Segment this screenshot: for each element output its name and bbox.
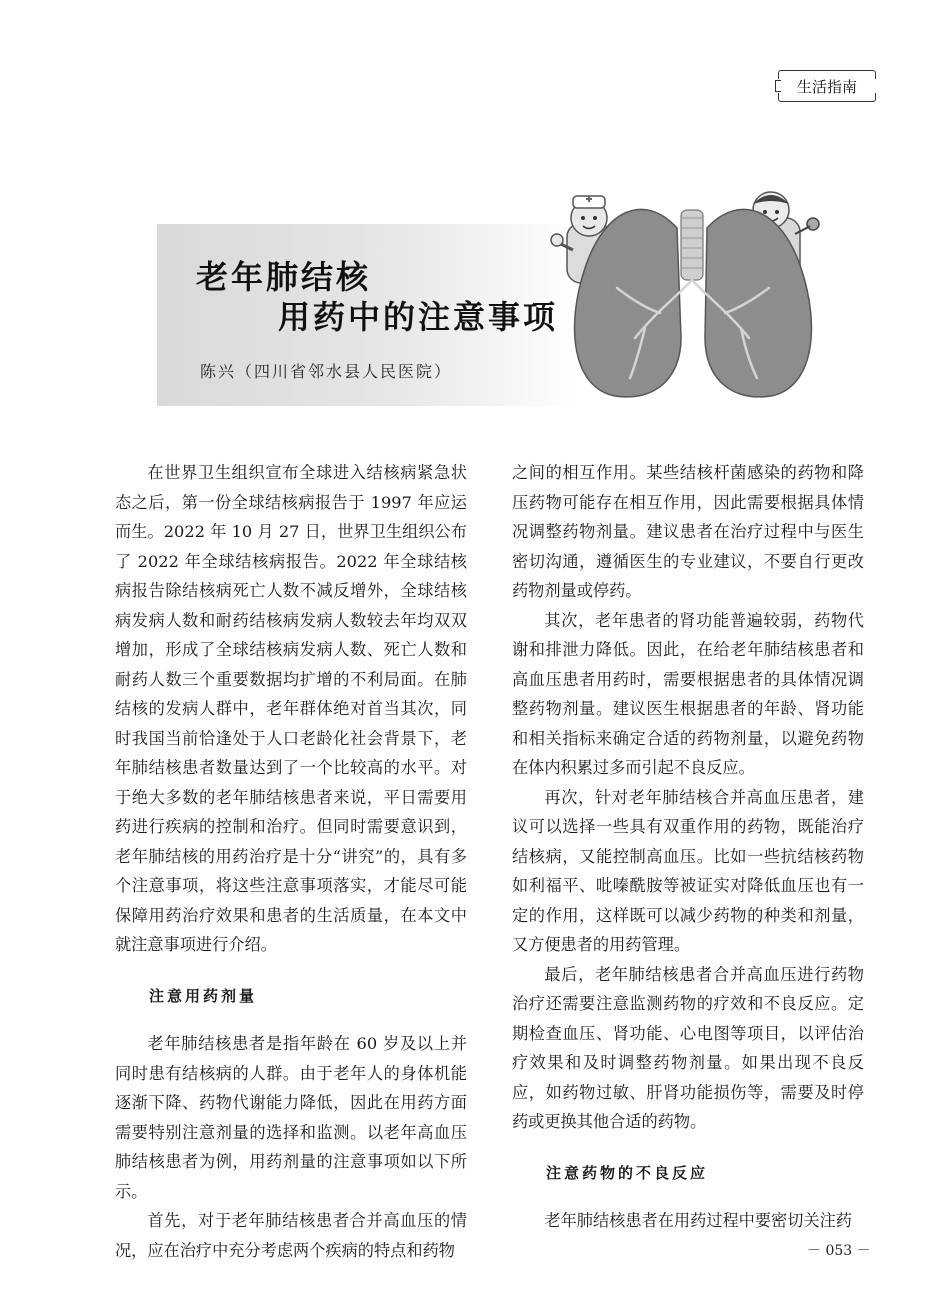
- lungs-doctors-illustration: [545, 188, 845, 403]
- subheading-dosage: 注意用药剂量: [149, 986, 258, 1005]
- tag-right-ornament: [873, 80, 879, 92]
- tag-left-ornament: [775, 80, 781, 92]
- trachea-shape: [681, 210, 703, 280]
- kidney-paragraph: 其次，老年患者的肾功能普遍较弱，药物代谢和排泄力降低。因此，在给老年肺结核患者和高血压患者用药时，需要根据患者的具体情况调整药物剂量。建议医生根据患者的年龄、肾功能和相关指标来确定合适的药物剂量，以避免药物在体内积累过多而引起不良反应。: [512, 610, 864, 777]
- first-point-paragraph: 首先，对于老年肺结核患者合并高血压的情况，应在治疗中充分考虑两个疾病的特点和药物: [115, 1211, 467, 1260]
- article-title-line2: 用药中的注意事项: [278, 298, 559, 336]
- side-effects-paragraph: 老年肺结核患者在用药过程中要密切关注药: [544, 1211, 852, 1230]
- article-title-line1: 老年肺结核: [196, 258, 372, 296]
- section-tag-label: 生活指南: [796, 77, 857, 96]
- page-number: － 053 －: [807, 1243, 871, 1259]
- right-column: [512, 458, 864, 1236]
- section-tag: [778, 70, 876, 102]
- article-author: 陈兴（四川省邻水县人民医院）: [200, 362, 453, 381]
- dual-action-paragraph: 再次，针对老年肺结核合并高血压患者，建议可以选择一些具有双重作用的药物，既能治疗结核病，又能控制高血压。比如一些抗结核药物如利福平、吡嗪酰胺等被证实对降低血压也有一定的作用，这样既可以减少药物的种类和剂量，又方便患者的用药管理。: [512, 787, 864, 954]
- interaction-paragraph: 之间的相互作用。某些结核杆菌感染的药物和降压药物可能存在相互作用，因此需要根据具体情况调整药物剂量。建议患者在治疗过程中与医生密切沟通，遵循医生的专业建议，不要自行更改药物剂量或停药。: [512, 463, 864, 600]
- subheading-side-effects: 注意药物的不良反应: [546, 1163, 709, 1182]
- left-column: [115, 458, 467, 1265]
- monitoring-paragraph: 最后，老年肺结核患者合并高血压进行药物治疗还需要注意监测药物的疗效和不良反应。定期检查血压、肾功能、心电图等项目，以评估治疗效果和及时调整药物剂量。如果出现不良反应，如药物过敏、肝肾功能损伤等，需要及时停药或更换其他合适的药物。: [512, 964, 864, 1131]
- intro-paragraph: 在世界卫生组织宣布全球进入结核病紧急状态之后，第一份全球结核病报告于 1997 年应运而生。2022 年 10 月 27 日，世界卫生组织公布了 2022 年全球结核病报告。2022 年全球结核病报告除结核病死亡人数不减反增外，全球结核病发病人数和耐药结核病发病人数较去年均双双增加，形成了全球结核病发病人数、死亡人数和耐药人数三个重要数据均扩增的不利局面。在肺结核的发病人群中，老年群体绝对首当其次，同时我国当前恰逢处于人口老龄化社会背景下，老年肺结核患者数量达到了一个比较高的水平。对于绝大多数的老年肺结核患者来说，平日需要用药进行疾病的控制和治疗。但同时需要意识到，老年肺结核的用药治疗是十分“讲究”的，具有多个注意事项，将这些注意事项落实，才能尽可能保障用药治疗效果和患者的生活质量，在本文中就注意事项进行介绍。: [115, 463, 467, 954]
- dosage-paragraph: 老年肺结核患者是指年龄在 60 岁及以上并同时患有结核病的人群。由于老年人的身体机能逐渐下降、药物代谢能力降低，因此在用药方面需要特别注意剂量的选择和监测。以老年高血压肺结核患者为例，用药剂量的注意事项如以下所示。: [115, 1034, 467, 1201]
